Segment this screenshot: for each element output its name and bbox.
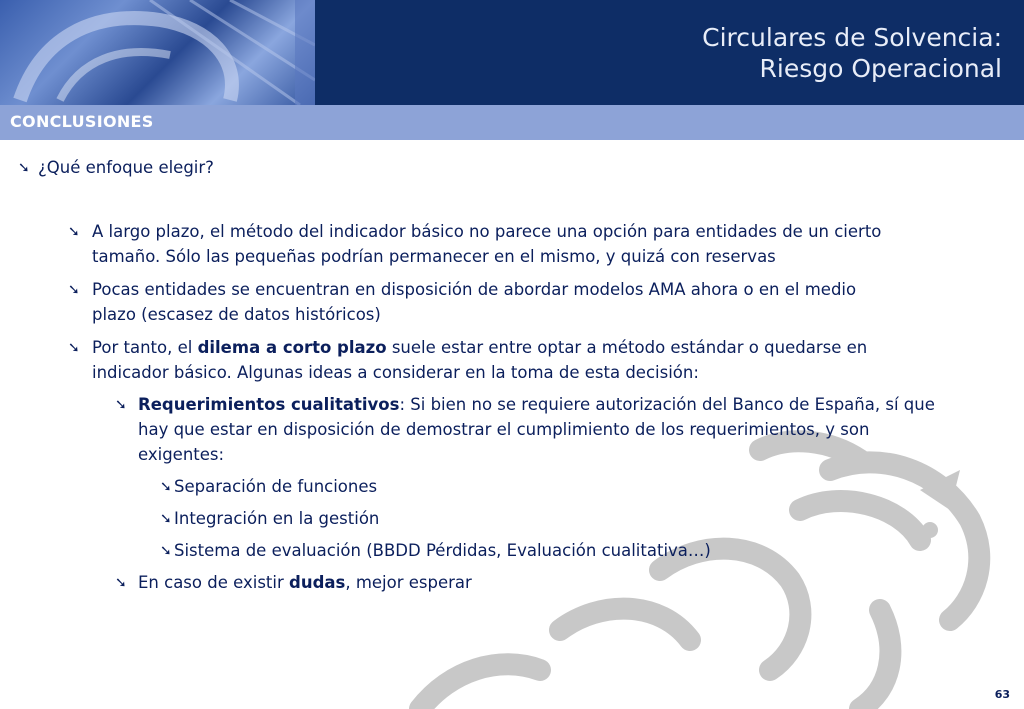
arrow-bullet-icon: ➘ — [160, 479, 172, 495]
sub-bullet-1-post: : Si bien no se requiere autorización del Banco de España, sí que — [399, 395, 935, 414]
page-number: 63 — [994, 688, 1010, 701]
sub-bullet-1-line-1 — [138, 392, 935, 418]
arrow-bullet-icon: ➘ — [160, 511, 172, 527]
sub-bullet-1-bold: Requerimientos cualitativos — [138, 395, 400, 414]
arrow-bullet-icon: ➘ — [68, 224, 80, 240]
sub-sub-bullet-2: Integración en la gestión — [174, 509, 380, 528]
arrow-bullet-icon: ➘ — [68, 282, 80, 298]
bullet-1-line-2: tamaño. Sólo las pequeñas podrían permanecer en el mismo, y quizá con reservas — [92, 247, 776, 266]
arrow-bullet-icon: ➘ — [115, 575, 127, 591]
sub-bullet-2-bold: dudas — [289, 573, 346, 592]
sub-sub-bullet-3: Sistema de evaluación (BBDD Pérdidas, Evaluación cualitativa…) — [174, 541, 711, 560]
bullet-2-line-1: Pocas entidades se encuentran en disposición de abordar modelos AMA ahora o en el medio — [92, 280, 857, 299]
bullet-3-pre: Por tanto, el — [92, 338, 198, 357]
bullet-3-line-2: indicador básico. Algunas ideas a considerar en la toma de esta decisión: — [92, 363, 699, 382]
title-line-2: Riesgo Operacional — [759, 54, 1002, 83]
arrow-bullet-icon: ➘ — [115, 397, 127, 413]
sub-sub-bullet-1: Separación de funciones — [174, 477, 378, 496]
sub-bullet-2-pre: En caso de existir — [138, 573, 290, 592]
arrow-bullet-icon: ➘ — [160, 543, 172, 559]
bullet-3-post: suele estar entre optar a método estándar o quedarse en — [386, 338, 868, 357]
bullet-3-line-1 — [92, 335, 867, 361]
sub-bullet-2-post: , mejor esperar — [345, 573, 472, 592]
arrow-bullet-icon: ➘ — [18, 160, 30, 176]
bullet-2-line-2: plazo (escasez de datos históricos) — [92, 305, 381, 324]
sub-bullet-2 — [138, 570, 472, 596]
bullet-1-line-1: A largo plazo, el método del indicador básico no parece una opción para entidades de un cierto — [92, 222, 882, 241]
sub-bullet-1-line-3: exigentes: — [138, 445, 225, 464]
section-label: CONCLUSIONES — [10, 112, 154, 131]
title-line-1: Circulares de Solvencia: — [702, 23, 1002, 52]
bullet-3-bold: dilema a corto plazo — [197, 338, 387, 357]
sub-bullet-1-line-2: hay que estar en disposición de demostrar el cumplimiento de los requerimientos, y son — [138, 420, 870, 439]
arrow-bullet-icon: ➘ — [68, 340, 80, 356]
question-text: ¿Qué enfoque elegir? — [38, 158, 214, 177]
